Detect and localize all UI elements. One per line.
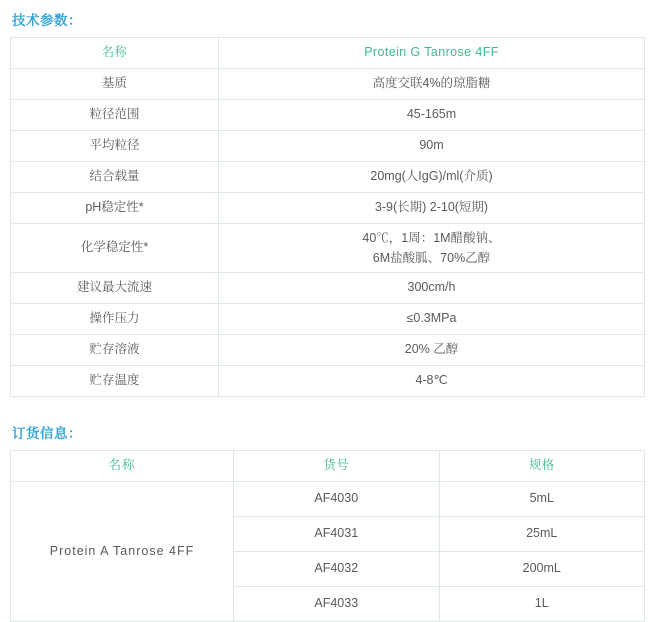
order-header-spec: 规格 [439,451,645,482]
table-row [11,69,645,100]
order-spec: 200mL [439,552,645,587]
table-row [11,162,645,193]
table-header-row [11,38,645,69]
order-code: AF4033 [234,587,440,622]
technical-parameters-table [10,37,645,397]
order-spec: 5mL [439,482,645,517]
order-code: AF4030 [234,482,440,517]
spec-value-line-2: 6M盐酸胍、70%乙醇 [372,251,491,265]
spec-label: 操作压力 [11,304,219,335]
spec-value: 300cm/h [219,273,645,304]
table-row [11,131,645,162]
spec-section-title: 技术参数： [12,13,82,28]
order-section-title: 订货信息： [12,426,82,441]
spec-value [219,224,645,273]
spec-label: 化学稳定性* [11,224,219,273]
order-code: AF4032 [234,552,440,587]
order-header-name: 名称 [11,451,234,482]
order-product-name: Protein A Tanrose 4FF [11,482,234,622]
section-spacer [10,397,645,413]
spec-value: 90m [219,131,645,162]
spec-header-product: Protein G Tanrose 4FF [219,38,645,69]
ordering-information-table [10,450,645,622]
spec-label: 平均粒径 [11,131,219,162]
spec-label: 建议最大流速 [11,273,219,304]
spec-label: 粒径范围 [11,100,219,131]
order-code: AF4031 [234,517,440,552]
spec-label: 基质 [11,69,219,100]
table-row [11,304,645,335]
spec-value: ≤0.3MPa [219,304,645,335]
order-header-code: 货号 [234,451,440,482]
spec-value: 20mg(人IgG)/ml(介质) [219,162,645,193]
spec-label: 贮存溶液 [11,335,219,366]
spec-label: pH稳定性* [11,193,219,224]
table-row [11,335,645,366]
table-row [11,482,645,517]
spec-value: 45-165m [219,100,645,131]
table-row [11,366,645,397]
spec-header-name: 名称 [11,38,219,69]
spec-value: 4-8℃ [219,366,645,397]
spec-value: 高度交联4%的琼脂糖 [219,69,645,100]
order-spec: 25mL [439,517,645,552]
table-row [11,224,645,273]
order-spec: 1L [439,587,645,622]
table-header-row [11,451,645,482]
spec-value: 20% 乙醇 [219,335,645,366]
table-row [11,273,645,304]
table-row [11,193,645,224]
spec-label: 贮存温度 [11,366,219,397]
table-row [11,100,645,131]
spec-label: 结合载量 [11,162,219,193]
spec-value-line-1: 40℃，1周：1M醋酸钠、 [362,231,501,245]
spec-value: 3-9(长期) 2-10(短期) [219,193,645,224]
